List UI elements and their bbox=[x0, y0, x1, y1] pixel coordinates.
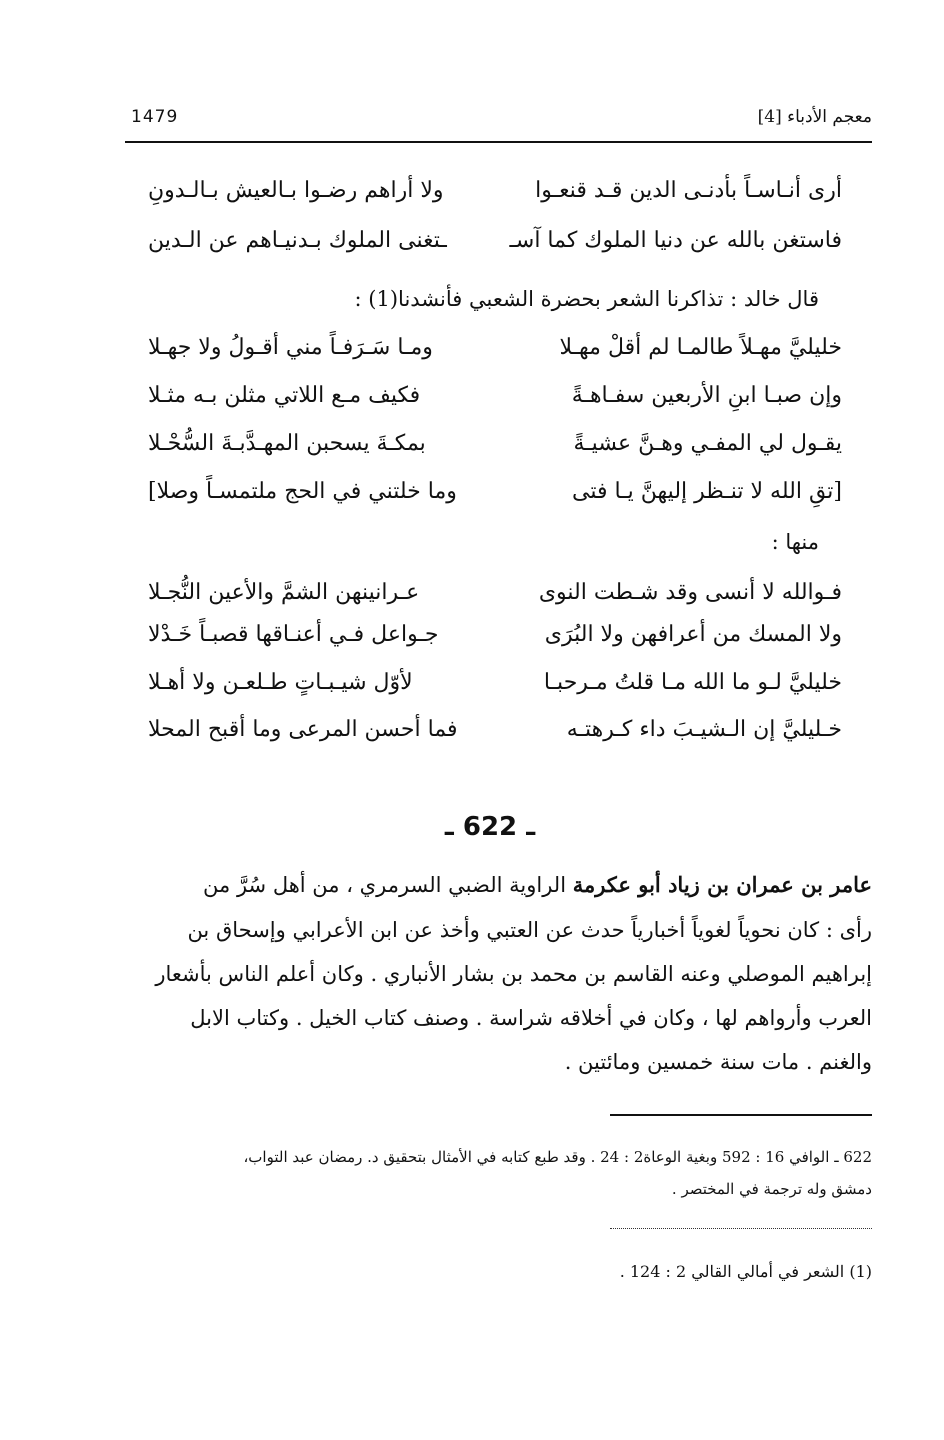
verse bbox=[148, 335, 842, 377]
bio-line: إبراهيم الموصلي وعنه القاسم بن محمد بن بشار الأنباري . وكان أعلم الناس بأشعار bbox=[155, 962, 872, 986]
verse-second-hemistich: لأوّل شيـبـاتٍ طـلعـن ولا أهـلا bbox=[148, 670, 413, 695]
minha-label: منها : bbox=[771, 530, 819, 554]
bio-line: العرب وأرواهم لها ، وكان في أخلاقه شراسة . وصنف كتاب الخيل . وكتاب الابل bbox=[190, 1006, 872, 1030]
verse-first-hemistich: خليليَّ لـو ما الله مـا قلتُ مـرحبـا bbox=[543, 670, 842, 695]
footnote-separator bbox=[610, 1114, 872, 1116]
verse-first-hemistich: فاستغن بالله عن دنيا الملوك كما آسـ bbox=[509, 228, 842, 253]
verse bbox=[148, 580, 842, 622]
verse bbox=[148, 717, 842, 759]
verse-first-hemistich: خليليَّ مهـلاً طالمـا لم أقلْ مهـلا bbox=[559, 335, 842, 360]
verse bbox=[148, 622, 842, 664]
bio-line bbox=[203, 872, 872, 897]
bio-line: والغنم . مات سنة خمسين ومائتين . bbox=[564, 1050, 872, 1074]
verse-second-hemistich: ـتغنى الملوك بـدنيـاهم عن الـدين bbox=[148, 228, 447, 253]
intro-line: قال خالد : تذاكرنا الشعر بحضرة الشعبي فأنشدنا(1) : bbox=[354, 287, 819, 311]
bio-text: الراوية الضبي السرمري ، من أهل سُرَّ من bbox=[203, 873, 573, 897]
verse-first-hemistich: خـليليَّ إن الـشيـبَ داء كـرهتـه bbox=[566, 717, 842, 742]
verse bbox=[148, 383, 842, 425]
entry-number: ـ 622 ـ bbox=[444, 812, 536, 842]
verse-first-hemistich: وإن صبـا ابنِ الأربعين سفـاهـةً bbox=[571, 383, 842, 408]
verse-first-hemistich: ولا المسك من أعرافهن ولا البُرَى bbox=[544, 622, 842, 647]
verse-second-hemistich: فكيف مـع اللاتي مثلن بـه مثـلا bbox=[148, 383, 421, 408]
verse-second-hemistich: بمكـةَ يسحبن المهـدَّبـةَ السُّحْـلا bbox=[148, 431, 426, 456]
page-header bbox=[125, 105, 872, 143]
footnote-entry-line: 622 ـ الوافي 16 : 592 وبغية الوعاة2 : 24 . وقد طبع كتابه في الأمثال بتحقيق د. رمضان عبد التواب، bbox=[243, 1148, 872, 1166]
verse bbox=[148, 228, 842, 270]
verse-second-hemistich: ولا أراهم رضـوا بـالعيش بـالـدونِ bbox=[148, 178, 444, 203]
verse-second-hemistich: ومـا سَـرَفـاً مني أقـولُ ولا جهـلا bbox=[148, 335, 433, 360]
verse-first-hemistich: [تقِ الله لا تنـظر إليهنَّ يـا فتى bbox=[572, 479, 842, 504]
footnote-entry-line: دمشق وله ترجمة في المختصر . bbox=[671, 1180, 872, 1198]
subject-name: عامر بن عمران بن زياد أبو عكرمة bbox=[572, 872, 872, 897]
book-title: معجم الأدباء [4] bbox=[757, 107, 872, 127]
verse bbox=[148, 670, 842, 712]
verse-second-hemistich: فما أحسن المرعى وما أقبح المحلا bbox=[148, 717, 458, 742]
bio-line: رأى : كان نحوياً لغوياً أخبارياً حدث عن العتبي وأخذ عن ابن الأعرابي وإسحاق بن bbox=[187, 918, 872, 942]
verse-first-hemistich: يقـول لي المفـي وهـنَّ عشيـةً bbox=[573, 431, 842, 456]
verse bbox=[148, 431, 842, 473]
verse bbox=[148, 479, 842, 521]
verse-first-hemistich: أرى أنـاسـاً بأدنـى الدين قـد قنعـوا bbox=[535, 178, 842, 203]
verse-second-hemistich: وما خلتني في الحج ملتمسـاً وصلا] bbox=[148, 479, 457, 504]
verse bbox=[148, 178, 842, 220]
verse-first-hemistich: فـوالله لا أنسى وقد شـطت النوى bbox=[538, 580, 842, 605]
page-number: 1479 bbox=[131, 107, 179, 127]
verse-second-hemistich: عـرانينهن الشمَّ والأعين النُّجـلا bbox=[148, 580, 420, 605]
footnote-1: (1) الشعر في أمالي القالي 2 : 124 . bbox=[619, 1262, 872, 1281]
verse-second-hemistich: جـواعل فـي أعنـاقها قصبـاً خَـدْلا bbox=[148, 622, 439, 647]
footnote-divider bbox=[610, 1228, 872, 1229]
